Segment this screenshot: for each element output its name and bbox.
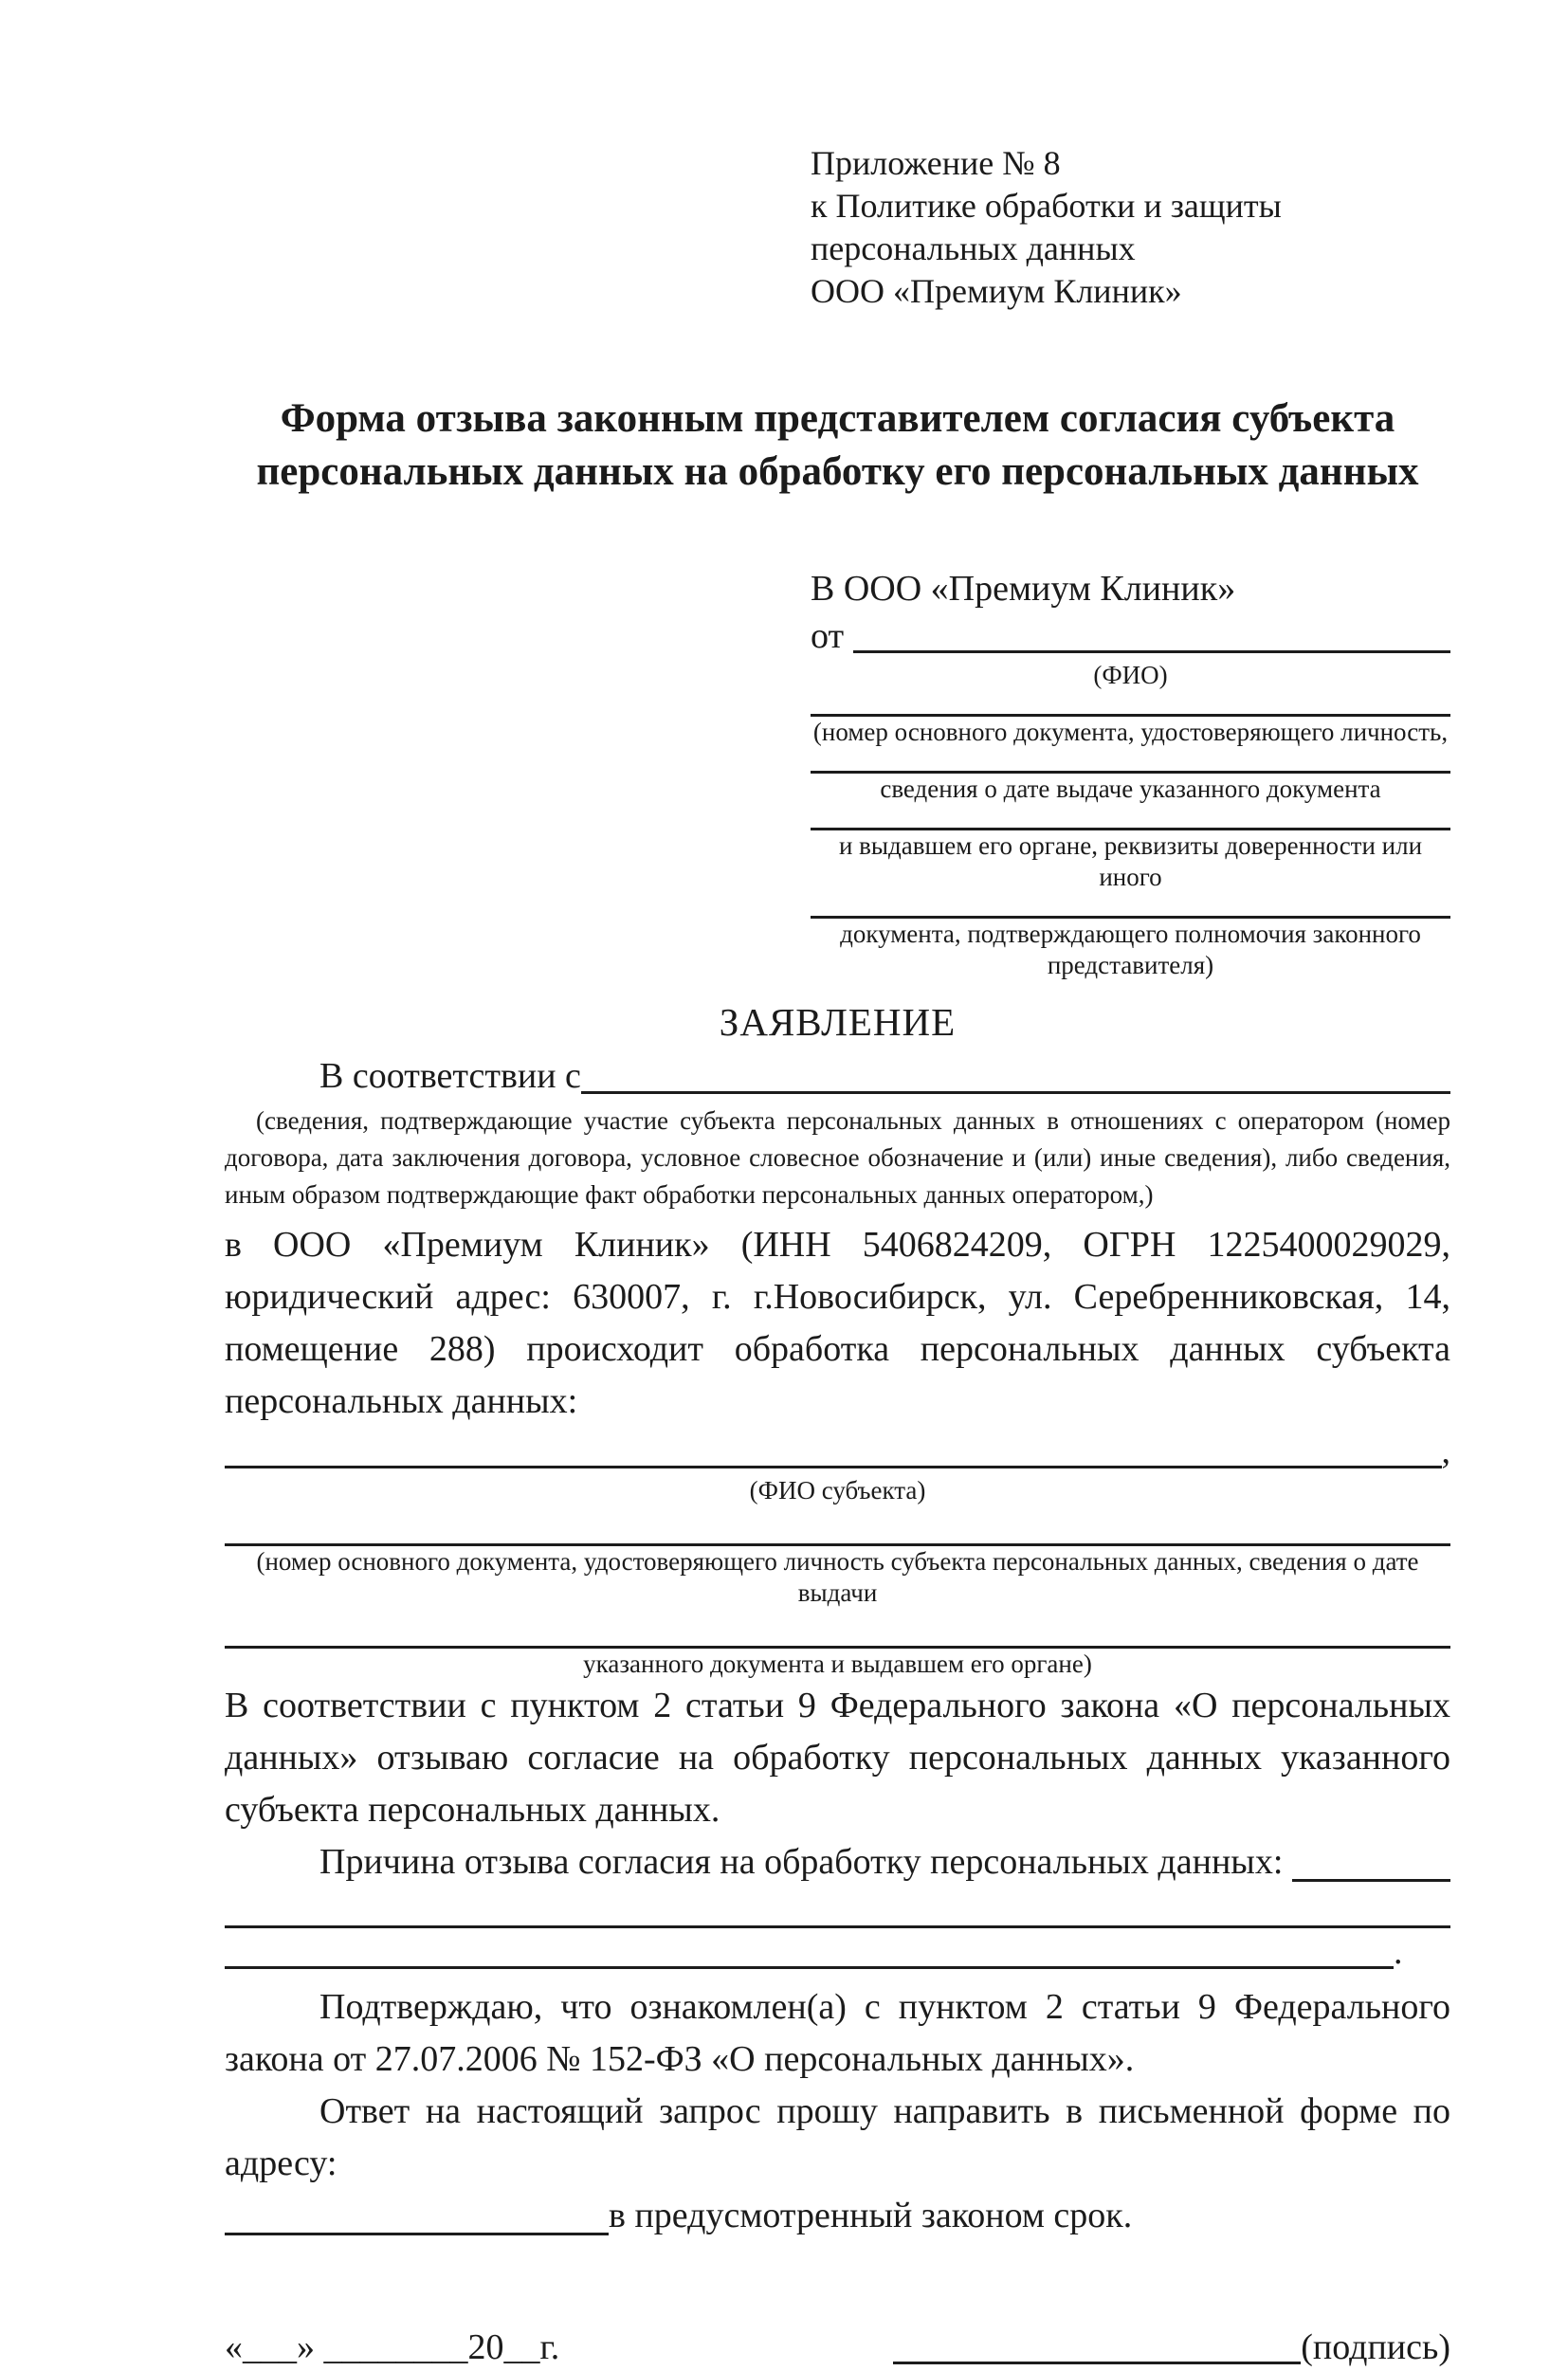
according-label: В соответствии с — [319, 1056, 581, 1096]
appendix-line-4: ООО «Премиум Клиник» — [811, 272, 1182, 310]
appendix-line-3: персональных данных — [811, 229, 1136, 267]
statement-heading: ЗАЯВЛЕНИЕ — [719, 1000, 957, 1044]
reason-blank-line-3-row — [225, 1928, 1450, 1976]
doc-caption-3: и выдавшем его органе, реквизиты доверенности или иного — [838, 831, 1423, 891]
reply-paragraph: Ответ на настоящий запрос прошу направить в письменной форме по адресу: — [225, 2091, 1450, 2183]
footer-block — [225, 2324, 1450, 2371]
doc-authority-blank-line — [811, 805, 1450, 830]
doc-number-blank-line — [811, 691, 1450, 717]
subject-doc-caption-2: указанного документа и выдавшем его органе) — [583, 1650, 1092, 1678]
date-line: «___» ________20__г. — [225, 2327, 560, 2367]
fio-blank-line — [853, 612, 1450, 653]
acknowledge-paragraph: Подтверждаю, что ознакомлен(а) с пунктом 2 статьи 9 Федерального закона от 27.07.2006 № 152-ФЗ «О персональных данных». — [225, 1987, 1450, 2079]
doc-caption-2: сведения о дате выдаче указанного документа — [880, 775, 1381, 803]
subject-doc-blank-line-1 — [225, 1506, 1450, 1546]
appendix-line-1: Приложение № 8 — [811, 144, 1061, 182]
reason-blank-line — [1292, 1836, 1450, 1882]
doc-caption-4: документа, подтверждающего полномочия законного представителя) — [840, 920, 1421, 979]
signature-caption: (подпись) — [1301, 2327, 1450, 2367]
doc-caption-1: (номер основного документа, удостоверяющего личность, — [812, 718, 1449, 746]
reason-label: Причина отзыва согласия на обработку персональных данных: — [319, 1842, 1292, 1882]
reply-address-blank-line — [225, 2190, 609, 2235]
withdraw-paragraph: В соответствии с пунктом 2 статьи 9 Федерального закона «О персональных данных» отзываю согласие на обработку персональных данных указанного субъекта персональных данных. — [225, 1686, 1450, 1830]
addressee-to: В ООО «Премиум Клиник» — [811, 569, 1236, 609]
subject-fio-blank-line — [225, 1428, 1442, 1468]
fio-caption: (ФИО) — [1093, 661, 1168, 689]
reason-blank-line-3 — [225, 1928, 1394, 1969]
appendix-block — [811, 142, 1450, 313]
signature-blank-line — [893, 2362, 1301, 2364]
reason-line — [225, 1836, 1450, 1888]
according-line — [225, 1051, 1450, 1101]
operator-paragraph: в ООО «Премиум Клиник» (ИНН 5406824209, ОГРН 1225400029029, юридический адрес: 630007, г. г.Новосибирск, ул. Серебренниковская, 14, помещение 288) происходит обработка персональных данных субъекта персональных данных: — [225, 1225, 1450, 1421]
according-blank-line — [581, 1051, 1450, 1094]
addressee-from-line — [811, 612, 1450, 660]
reply-tail: в предусмотренный законом срок. — [609, 2196, 1133, 2235]
according-note: (сведения, подтверждающие участие субъекта персональных данных в отношениях с оператором (номер договора, дата заключения договора, условное словесное обозначение и (или) иные сведения), либо сведения, иным образом подтверждающие факт обработки персональных данных оператором,) — [225, 1106, 1450, 1209]
subject-fio-line — [225, 1428, 1450, 1475]
document-title: Форма отзыва законным представителем согласия субъекта персональных данных на обработку его персональных данных — [256, 396, 1419, 494]
from-label: от — [811, 616, 853, 656]
addressee-block — [811, 565, 1450, 981]
period-mark: . — [1394, 1932, 1403, 1972]
appendix-line-2: к Политике обработки и защиты — [811, 187, 1282, 225]
reply-address-line — [225, 2190, 1450, 2242]
doc-issue-date-blank-line — [811, 748, 1450, 774]
signature-group — [893, 2324, 1450, 2371]
reason-blank-line-2 — [225, 1888, 1450, 1928]
subject-doc-blank-line-2 — [225, 1609, 1450, 1649]
subject-doc-caption-1: (номер основного документа, удостоверяющего личность субъекта персональных данных, сведения о дате выдачи — [256, 1547, 1419, 1607]
doc-powers-blank-line — [811, 893, 1450, 919]
comma-mark: , — [1441, 1432, 1450, 1471]
subject-fio-caption: (ФИО субъекта) — [749, 1476, 926, 1505]
